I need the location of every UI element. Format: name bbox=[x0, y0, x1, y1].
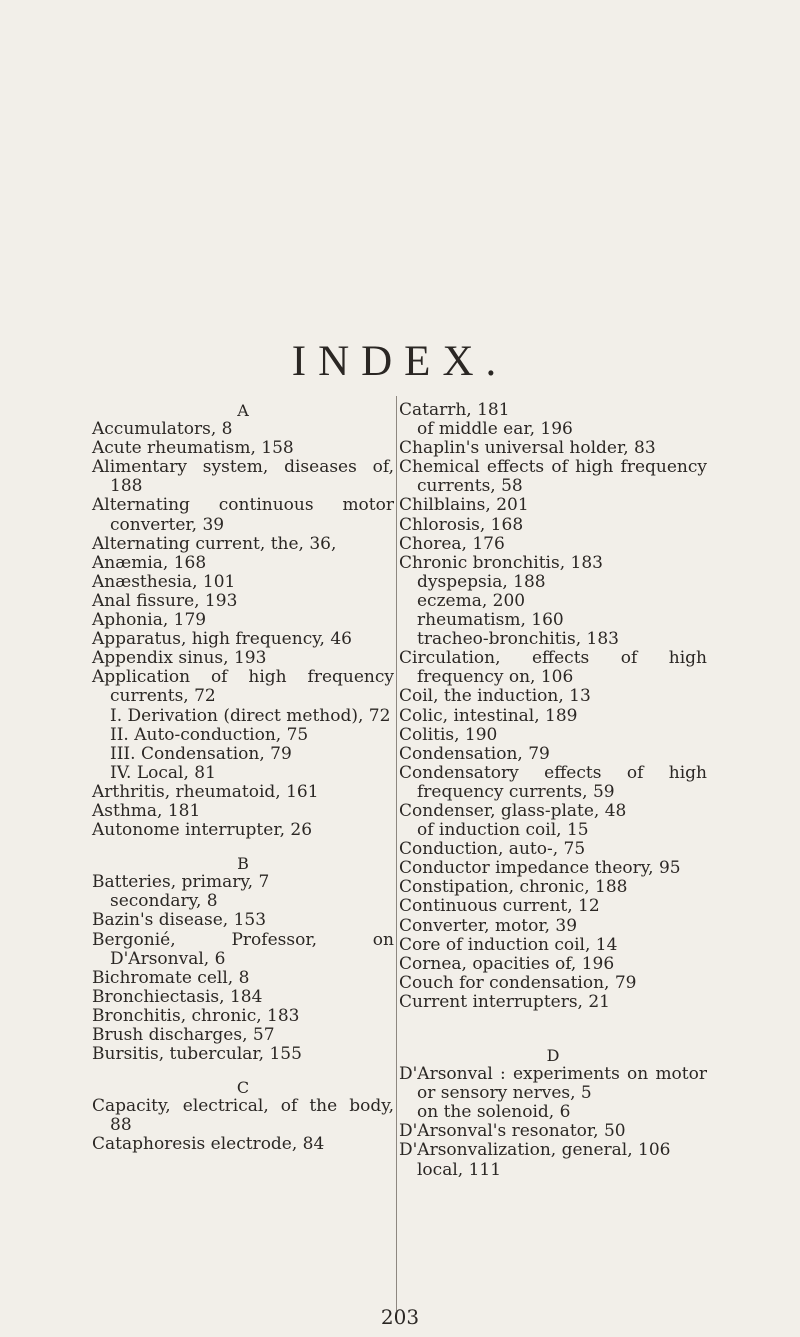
section-letter-a: A bbox=[237, 401, 249, 420]
index-entry: Acute rheumatism, 158 bbox=[92, 438, 294, 459]
index-entry: Bergonié, Professor, on D'Arsonval, 6 bbox=[92, 929, 394, 969]
index-entry: Apparatus, high frequency, 46 bbox=[92, 629, 352, 650]
index-entry: Alimentary system, diseases of, 188 bbox=[92, 457, 394, 497]
index-entry: Appendix sinus, 193 bbox=[92, 648, 267, 669]
index-entry: Chilblains, 201 bbox=[399, 495, 529, 516]
index-entry: Chaplin's universal holder, 83 bbox=[399, 438, 656, 459]
section-letter-b: B bbox=[237, 854, 249, 874]
index-entry: Arthritis, rheumatoid, 161 bbox=[92, 781, 319, 802]
index-entry: Current interrupters, 21 bbox=[399, 991, 610, 1012]
index-entry: Core of induction coil, 14 bbox=[399, 934, 618, 955]
index-entry: Alternating current, the, 36, bbox=[92, 533, 337, 554]
section-letter-c: C bbox=[236, 1078, 250, 1098]
index-entry: Asthma, 181 bbox=[92, 800, 201, 821]
section-letter-d: D bbox=[546, 1046, 560, 1065]
index-subentry: rheumatism, 160 bbox=[417, 610, 564, 631]
index-entry: Aphonia, 179 bbox=[92, 610, 207, 631]
index-entry: Application of high frequency currents, 72 bbox=[92, 667, 394, 707]
index-subentry: III. Condensation, 79 bbox=[110, 743, 292, 764]
index-entry: Chlorosis, 168 bbox=[399, 514, 524, 535]
index-entry: Chronic bronchitis, 183 bbox=[399, 552, 603, 573]
index-entry: Accumulators, 8 bbox=[92, 419, 233, 440]
index-entry: D'Arsonval's resonator, 50 bbox=[399, 1121, 626, 1142]
index-entry: Bronchiectasis, 184 bbox=[92, 986, 263, 1007]
page-number: 203 bbox=[380, 1305, 420, 1329]
index-subentry: IV. Local, 81 bbox=[110, 762, 216, 783]
index-entry: Alternating continuous motor converter, 39 bbox=[92, 495, 394, 535]
index-entry: Capacity, electrical, of the body, 88 bbox=[92, 1096, 394, 1136]
index-entry: Conductor impedance theory, 95 bbox=[399, 858, 681, 879]
index-entry: D'Arsonvalization, general, 106 bbox=[399, 1140, 671, 1161]
index-subentry: of middle ear, 196 bbox=[417, 419, 573, 440]
right-column bbox=[399, 401, 707, 1180]
index-entry: Bronchitis, chronic, 183 bbox=[92, 1005, 300, 1026]
column-divider bbox=[396, 396, 397, 1311]
index-subentry: II. Auto-conduction, 75 bbox=[110, 724, 309, 745]
index-subentry: eczema, 200 bbox=[417, 590, 526, 611]
index-entry: Chorea, 176 bbox=[399, 533, 505, 554]
index-entry: Colitis, 190 bbox=[399, 724, 498, 745]
index-entry: Continuous current, 12 bbox=[399, 896, 600, 917]
index-entry: Conduction, auto-, 75 bbox=[399, 839, 586, 860]
index-entry: Converter, motor, 39 bbox=[399, 915, 578, 936]
index-entry: Couch for condensation, 79 bbox=[399, 972, 637, 993]
index-entry: Anal fissure, 193 bbox=[92, 590, 238, 611]
index-entry: Condensatory effects of high frequency currents, 59 bbox=[399, 762, 707, 802]
index-entry: Autonome interrupter, 26 bbox=[92, 820, 313, 841]
index-entry: Constipation, chronic, 188 bbox=[399, 877, 628, 898]
index-entry: Condensation, 79 bbox=[399, 743, 550, 764]
index-title: INDEX. bbox=[291, 338, 509, 385]
index-subentry: local, 111 bbox=[417, 1159, 502, 1180]
index-subentry: I. Derivation (direct method), 72 bbox=[110, 705, 391, 726]
index-entry: D'Arsonval : experiments on motor or sensory nerves, 5 bbox=[399, 1064, 707, 1104]
index-entry: Bazin's disease, 153 bbox=[92, 910, 267, 931]
index-subentry: secondary, 8 bbox=[110, 891, 218, 912]
index-entry: Batteries, primary, 7 bbox=[92, 872, 270, 893]
index-entry: Cataphoresis electrode, 84 bbox=[92, 1134, 325, 1155]
index-entry: Colic, intestinal, 189 bbox=[399, 705, 578, 726]
index-entry: Catarrh, 181 bbox=[399, 400, 510, 420]
index-subentry: dyspepsia, 188 bbox=[417, 571, 546, 592]
index-entry: Anæmia, 168 bbox=[92, 552, 207, 573]
index-entry: Bursitis, tubercular, 155 bbox=[92, 1044, 302, 1065]
index-entry: Anæsthesia, 101 bbox=[92, 571, 236, 592]
left-column bbox=[92, 401, 394, 1155]
index-entry: Bichromate cell, 8 bbox=[92, 967, 250, 988]
index-entry: Condenser, glass-plate, 48 bbox=[399, 800, 627, 821]
index-subentry: on the solenoid, 6 bbox=[417, 1102, 571, 1123]
index-subentry: of induction coil, 15 bbox=[417, 820, 589, 841]
index-subentry: tracheo-bronchitis, 183 bbox=[417, 629, 619, 650]
index-entry: Cornea, opacities of, 196 bbox=[399, 953, 615, 974]
index-entry: Coil, the induction, 13 bbox=[399, 686, 591, 707]
index-entry: Circulation, effects of high frequency on, 106 bbox=[399, 648, 707, 688]
index-entry: Brush discharges, 57 bbox=[92, 1025, 275, 1045]
index-entry: Chemical effects of high frequency currents, 58 bbox=[399, 457, 707, 497]
